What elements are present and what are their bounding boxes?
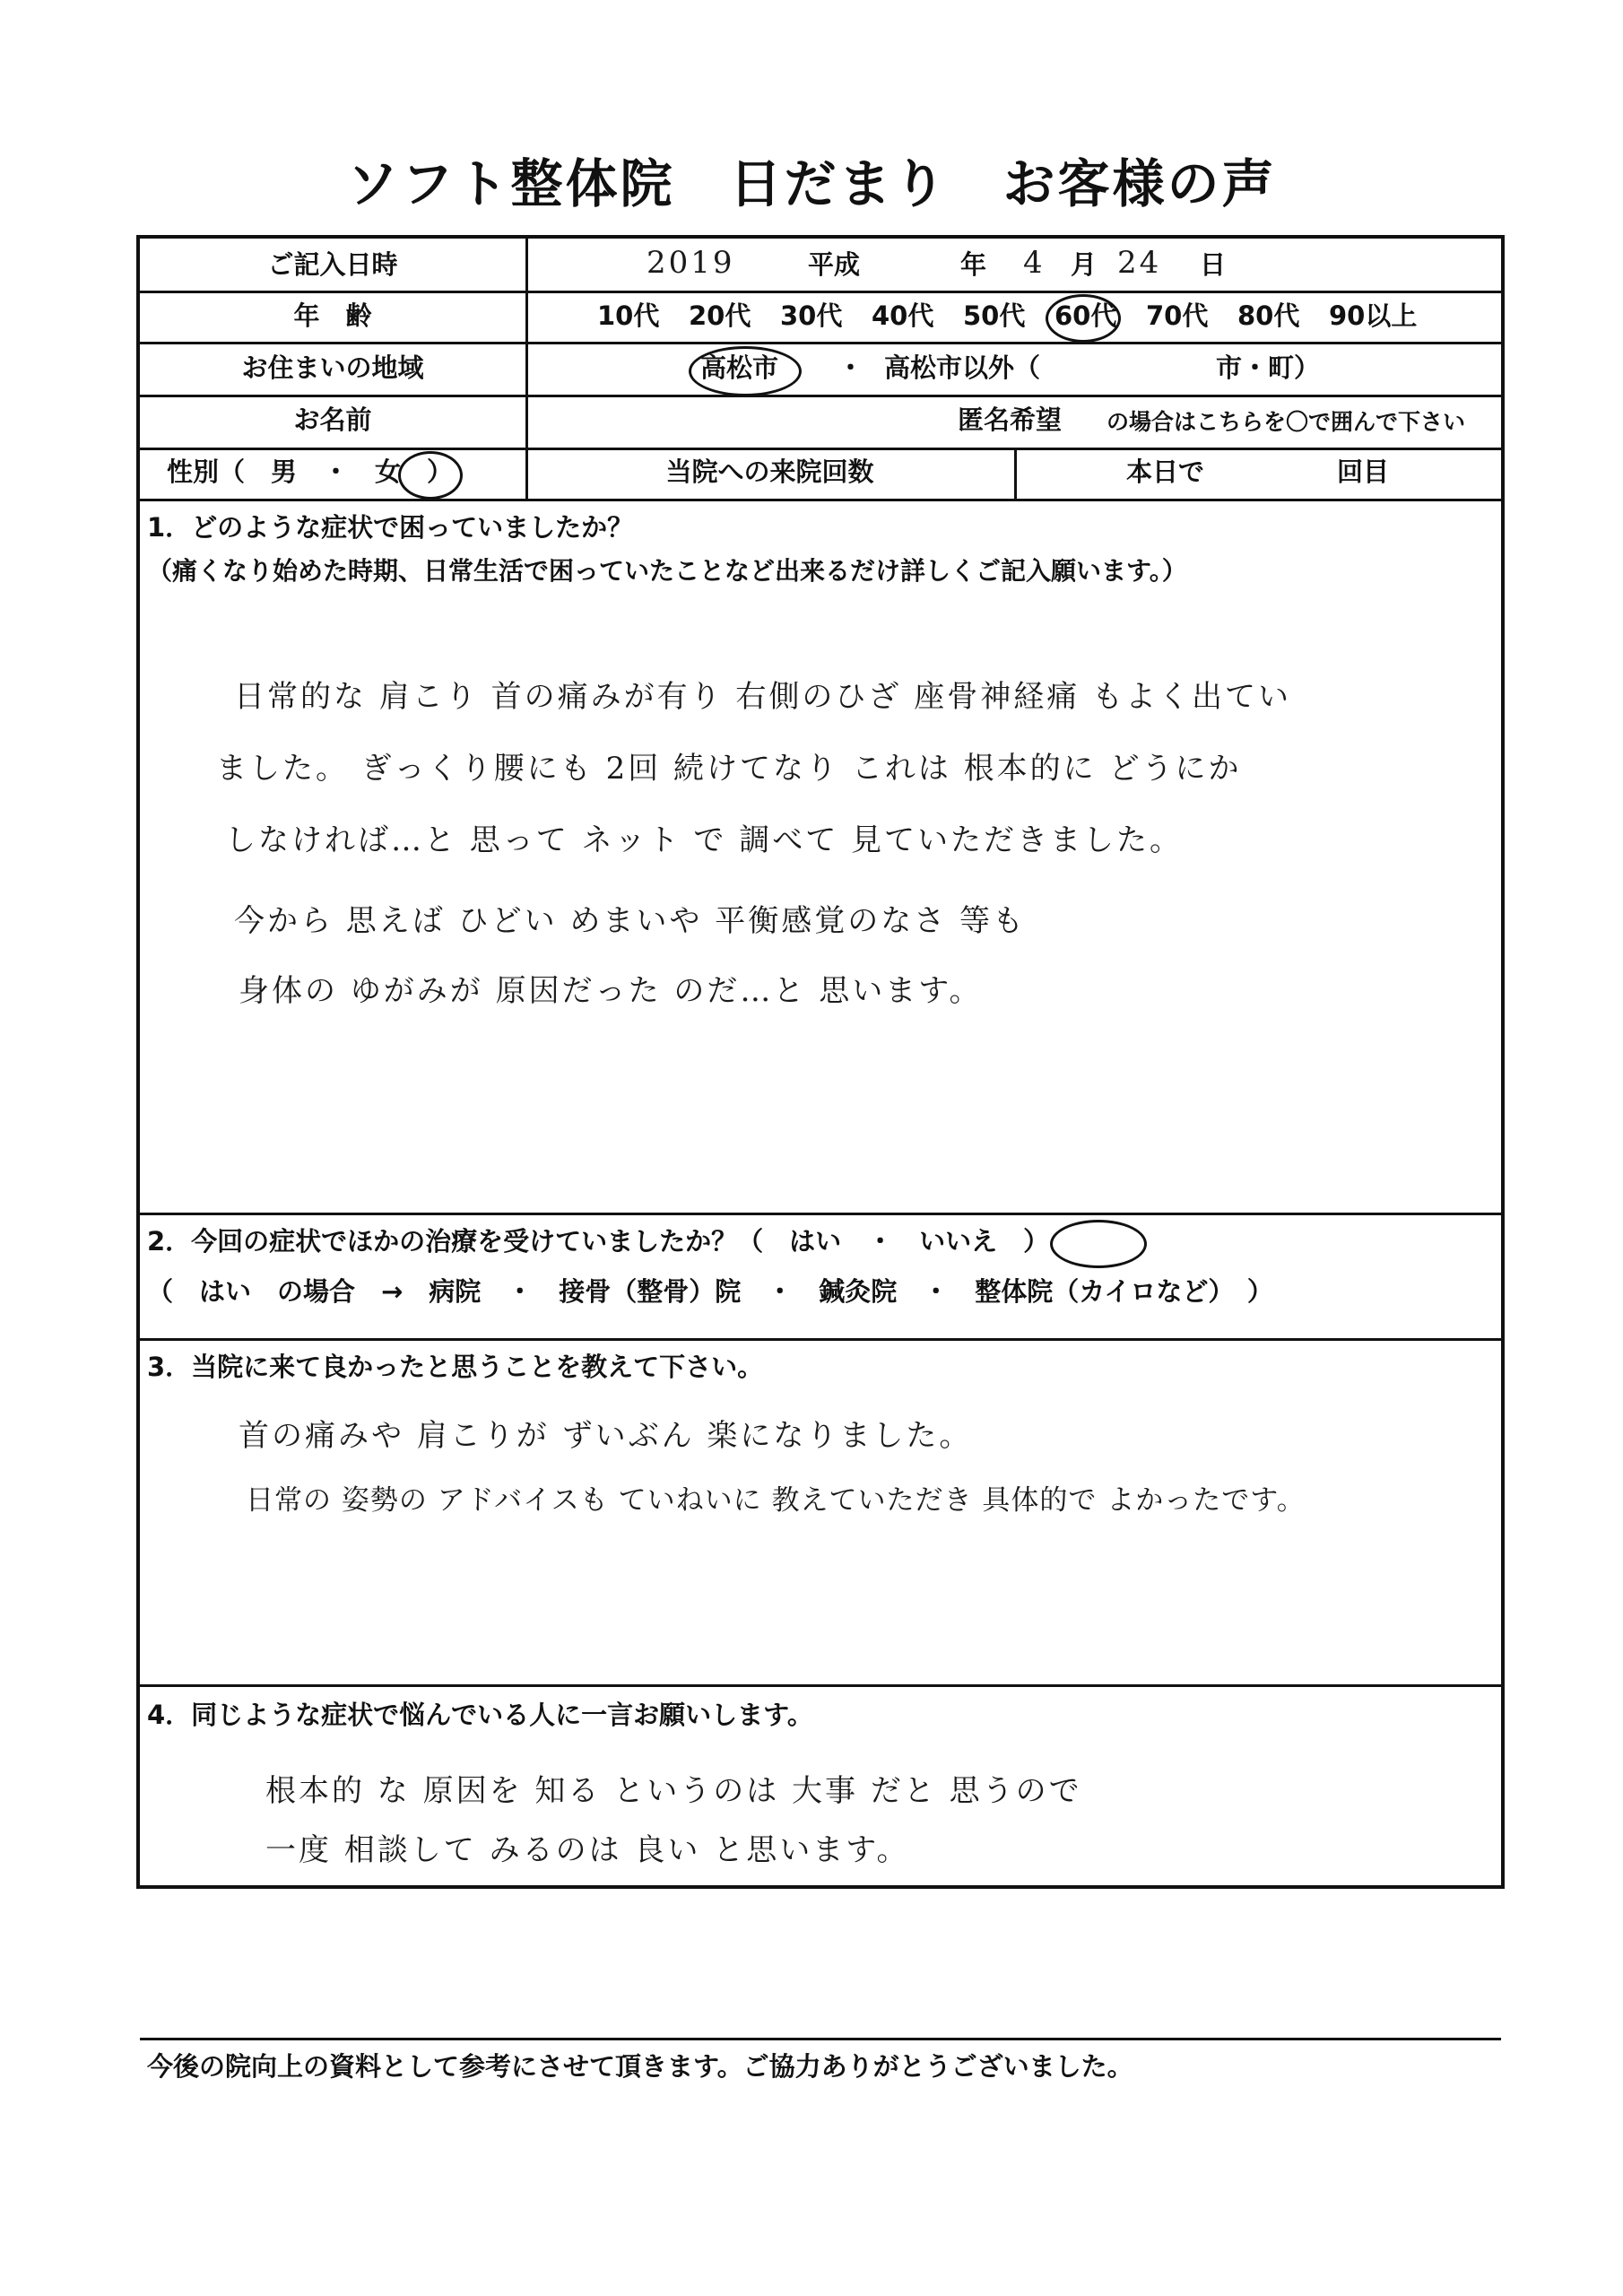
row-divider: [140, 342, 1501, 344]
q4-answer-line: 一度 相談して みるのは 良い と思います。: [265, 1832, 910, 1868]
date-year-written: 2019: [647, 245, 735, 281]
q1-answer-line: 日常的な 肩こり 首の痛みが有り 右側のひざ 座骨神経痛 もよく出てい: [234, 679, 1292, 715]
age-selection-circle: [1046, 294, 1121, 343]
age-option[interactable]: 10代: [597, 300, 660, 331]
survey-form: [136, 235, 1505, 2082]
footer-note: 今後の院向上の資料として参考にさせて頂きます。ご協力ありがとうございました。: [147, 2051, 1133, 2082]
q1-subtext: （痛くなり始めた時期、日常生活で困っていたことなど出来るだけ詳しくご記入願います。）: [147, 556, 1187, 586]
age-option[interactable]: 40代: [872, 300, 934, 331]
date-day-written: 24: [1117, 245, 1162, 281]
row-divider: [140, 448, 1501, 450]
area-option-takamatsu[interactable]: 高松市: [700, 352, 779, 383]
row-divider: [140, 499, 1501, 501]
date-month-written: 4: [1023, 245, 1046, 281]
date-era: 平成: [808, 249, 861, 280]
q3-question: 3．当院に来て良かったと思うことを教えて下さい。: [147, 1352, 764, 1382]
q1-answer-line: 身体の ゆがみが 原因だった のだ…と 思います。: [239, 973, 983, 1009]
anonymous-note: の場合はこちらを〇で囲んで下さい: [1107, 409, 1466, 435]
section-divider: [140, 2038, 1501, 2040]
date-month-unit: 月: [1071, 249, 1098, 280]
area-option-other[interactable]: 高松市以外（: [884, 352, 1041, 383]
q2-followup: （ はい の場合 → 病院 ・ 接骨（整骨）院 ・ 鍼灸院 ・ 整体院（カイロなど） ）: [147, 1276, 1273, 1307]
q3-answer-line: 首の痛みや 肩こりが ずいぶん 楽になりました。: [239, 1418, 973, 1454]
section-divider: [140, 1338, 1501, 1341]
area-selection-circle: [689, 346, 802, 396]
age-option[interactable]: 50代: [963, 300, 1026, 331]
age-option[interactable]: 90以上: [1329, 300, 1418, 331]
area-label: お住まいの地域: [241, 352, 424, 383]
age-option[interactable]: 60代: [1055, 300, 1117, 331]
age-label: 年 齢: [293, 300, 372, 331]
q1-question: 1．どのような症状で困っていましたか？: [147, 512, 634, 543]
section-divider: [140, 1213, 1501, 1215]
age-option[interactable]: 70代: [1146, 300, 1209, 331]
date-year-unit: 年: [960, 249, 987, 280]
q1-answer-line: 今から 思えば ひどい めまいや 平衡感覚のなさ 等も: [234, 903, 1027, 939]
gender-selection-circle: [398, 451, 463, 500]
document-title: ソフト整体院 日だまり お客様の声: [346, 153, 1277, 214]
row-divider: [140, 395, 1501, 397]
visits-today: 本日で: [1126, 457, 1205, 487]
q1-answer-line: しなければ…と 思って ネット で 調べて 見ていただきました。: [225, 822, 1184, 858]
gender-label: 性別（ 男 ・ 女 ）: [167, 457, 454, 487]
area-separator: ・: [838, 352, 864, 383]
date-label: ご記入日時: [267, 249, 398, 280]
area-suffix: 市・町）: [1216, 352, 1321, 383]
column-divider: [1014, 448, 1017, 499]
section-divider: [140, 1684, 1501, 1687]
date-day-unit: 日: [1200, 249, 1227, 280]
q1-answer-line: ました。 ぎっくり腰にも 2回 続けてなり これは 根本的に どうにか: [216, 751, 1242, 787]
age-option[interactable]: 30代: [780, 300, 843, 331]
q2-question: 2．今回の症状でほかの治療を受けていましたか？（ はい ・ いいえ ）: [147, 1226, 1050, 1257]
q2-selection-circle: [1050, 1220, 1147, 1268]
age-option[interactable]: 20代: [689, 300, 751, 331]
age-option[interactable]: 80代: [1237, 300, 1300, 331]
q4-answer-line: 根本的 な 原因を 知る というのは 大事 だと 思うので: [265, 1773, 1082, 1809]
row-divider: [140, 291, 1501, 293]
anonymous-option[interactable]: 匿名希望: [958, 404, 1063, 435]
q4-question: 4．同じような症状で悩んでいる人に一言お願いします。: [147, 1700, 813, 1730]
visits-label: 当院への来院回数: [665, 457, 874, 487]
visits-unit: 回目: [1337, 457, 1390, 487]
name-label: お名前: [293, 404, 372, 435]
q3-answer-line: 日常の 姿勢の アドバイスも ていねいに 教えていただき 具体的で よかったです。: [246, 1484, 1306, 1517]
